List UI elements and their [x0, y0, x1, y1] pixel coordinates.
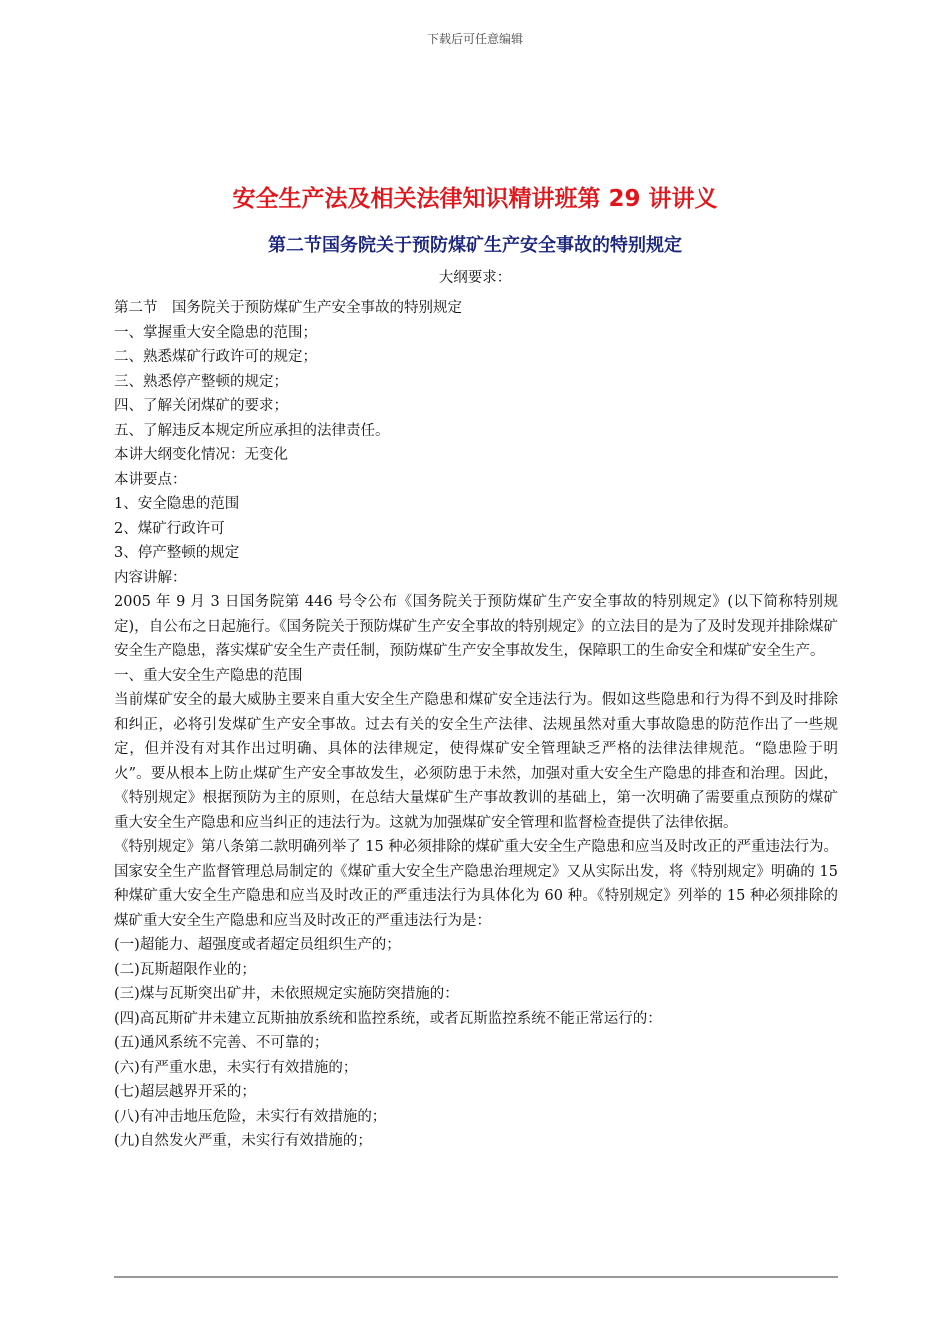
- paragraph: 第二节 国务院关于预防煤矿生产安全事故的特别规定: [114, 300, 462, 316]
- paragraph: (六)有严重水患，未实行有效措施的；: [114, 1059, 358, 1076]
- paragraph: 三、熟悉停产整顿的规定；: [114, 373, 288, 390]
- paragraph: 2、煤矿行政许可: [114, 520, 225, 537]
- outline-heading: 大纲要求：: [438, 270, 512, 286]
- paragraph: 3、停产整顿的规定: [114, 545, 240, 561]
- paragraph: 四、了解关闭煤矿的要求；: [114, 398, 288, 414]
- paragraph: (四)高瓦斯矿井未建立瓦斯抽放系统和监控系统，或者瓦斯监控系统不能正常运行的：: [114, 1010, 662, 1027]
- section-subtitle: 第二节国务院关于预防煤矿生产安全事故的特别规定: [268, 235, 682, 256]
- paragraph: 《特别规定》第八条第二款明确列举了 15 种必须排除的煤矿重大安全生产隐患和应当及时改正的严重违法行为。国家安全生产监督管理总局制定的《煤矿重大安全生产隐患治理规定》又从实际出发，将《特别规定》明确的 15 种煤矿重大安全生产隐患和应当及时改正的严重违法行为具体化为 60 种。《特别规定》列举的 15 种必须排除的煤矿重大安全生产隐患和应当及时改正的严重违法行为是：: [114, 839, 838, 929]
- paragraph: (二)瓦斯超限作业的；: [114, 961, 256, 978]
- paragraph: 内容讲解：: [114, 569, 187, 586]
- paragraph: 二、熟悉煤矿行政许可的规定；: [114, 349, 317, 365]
- paragraph: (八)有冲击地压危险，未实行有效措施的；: [114, 1108, 387, 1125]
- paragraph: 本讲要点：: [114, 471, 187, 488]
- paragraph: 一、掌握重大安全隐患的范围；: [114, 324, 317, 341]
- footer-divider: [114, 1276, 838, 1278]
- header-note: 下载后可任意编辑: [426, 32, 523, 46]
- paragraph: 本讲大纲变化情况：无变化: [114, 447, 288, 463]
- paragraph: 当前煤矿安全的最大威胁主要来自重大安全生产隐患和煤矿安全违法行为。假如这些隐患和行为得不到及时排除和纠正，必将引发煤矿生产安全事故。过去有关的安全生产法律、法规虽然对重大事故隐患的防范作出了一些规定，但并没有对其作出过明确、具体的法律规定，使得煤矿安全管理缺乏严格的法律法律规范。“隐患险于明火”。要从根本上防止煤矿生产安全事故发生，必须防患于未然，加强对重大安全生产隐患的排查和治理。因此，《特别规定》根据预防为主的原则，在总结大量煤矿生产事故教训的基础上，第一次明确了需要重点预防的煤矿重大安全生产隐患和应当纠正的违法行为。这就为加强煤矿安全管理和监督检查提供了法律依据。: [114, 692, 838, 831]
- paragraph: 2005 年 9 月 3 日国务院第 446 号令公布《国务院关于预防煤矿生产安全事故的特别规定》(以下简称特别规定)，自公布之日起施行。《国务院关于预防煤矿生产安全事故的特别规定》的立法目的是为了及时发现并排除煤矿安全生产隐患，落实煤矿安全生产责任制，预防煤矿生产安全事故发生，保障职工的生命安全和煤矿安全生产。: [114, 594, 838, 659]
- paragraph: 一、重大安全生产隐患的范围: [114, 667, 303, 684]
- paragraph: (七)超层越界开采的；: [114, 1084, 256, 1100]
- paragraph: (五)通风系统不完善、不可靠的；: [114, 1035, 329, 1051]
- paragraph: (一)超能力、超强度或者超定员组织生产的；: [114, 937, 401, 953]
- document-title: 安全生产法及相关法律知识精讲班第 29 讲讲义: [232, 186, 718, 212]
- paragraph: (九)自然发火严重，未实行有效措施的；: [114, 1133, 372, 1149]
- paragraph: (三)煤与瓦斯突出矿井，未依照规定实施防突措施的：: [114, 986, 459, 1002]
- document-body: [114, 296, 838, 1154]
- paragraph: 五、了解违反本规定所应承担的法律责任。: [114, 422, 390, 439]
- paragraph: 1、安全隐患的范围: [114, 496, 240, 512]
